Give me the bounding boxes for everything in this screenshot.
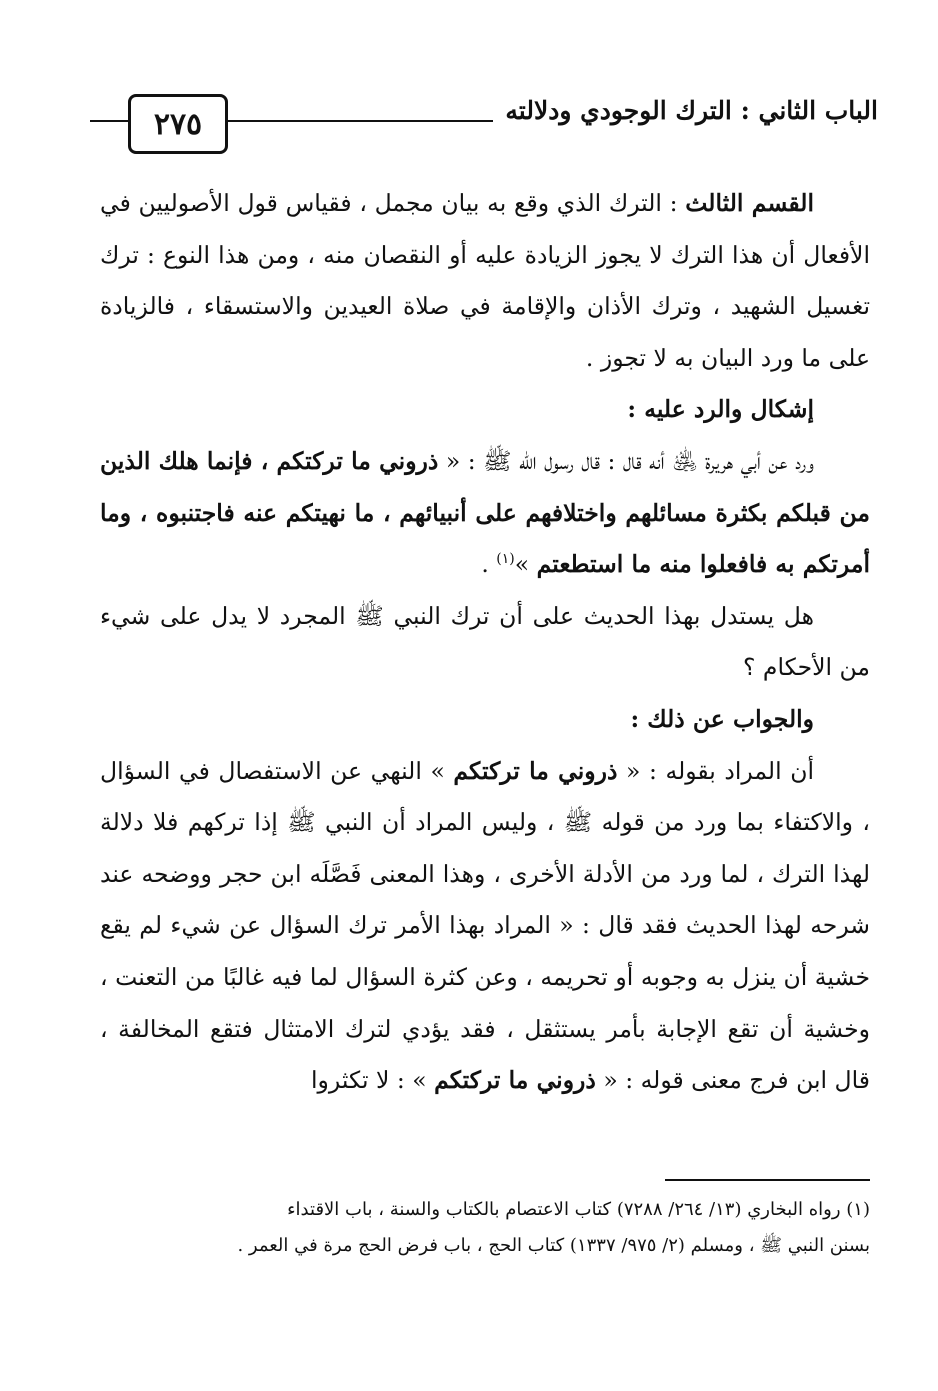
footnote-separator <box>665 1179 870 1181</box>
answer-quote-1: ذروني ما تركتكم <box>453 756 618 785</box>
answer-text-2: » النهي عن الاستفصال في السؤال ، والاكتفاء بما ورد من قوله ﷺ ، وليس المراد أن النبي ﷺ إذا تركهم فلا دلالة لهذا الترك ، لما ورد من الأدلة الأخرى ، وهذا المعنى فَصَّلَه ابن حجر ووضحه عند شرحه لهذا الحديث فقد قال : « المراد بهذا الأمر ترك السؤال عن شيء لم يقع خشية أن ينزل به وجوبه أو تحريمه ، وعن كثرة السؤال لما فيه غالبًا من التعنت ، وخشية أن تقع الإجابة بأمر يستثقل ، فقد يؤدي لترك الامتثال فتقع المخالفة ، قال ابن فرج معنى قوله : « <box>100 756 870 1095</box>
footnote-1-line-1: (١) رواه البخاري (١٣/ ٢٦٤/ ٧٢٨٨) كتاب الاعتصام بالكتاب والسنة ، باب الاقتداء <box>287 1199 870 1220</box>
hadith-text: ذروني ما تركتكم ، فإنما هلك الذين من قبلكم بكثرة مسائلهم واختلافهم على أنبيائهم ، ما نهيتكم عنه فاجتنبوه ، وما أمرتكم به فافعلوا منه ما استطعتم <box>100 446 870 579</box>
running-header <box>90 88 878 158</box>
answer-text-1: أن المراد بقوله : « <box>617 756 814 785</box>
paragraph-answer <box>100 746 870 1107</box>
paragraph-1-text: : الترك الذي وقع به بيان مجمل ، فقياس قول الأصوليين في الأفعال أن هذا الترك لا يجوز الزيادة عليه أو النقصان منه ، ومن هذا النوع : ترك تغسيل الشهيد ، وترك الأذان والإقامة في صلاة العيدين والاستسقاء ، فالزيادة على ما ورد البيان به لا تجوز . <box>100 189 870 372</box>
heading-answer: والجواب عن ذلك : <box>630 704 814 733</box>
chapter-title: الباب الثاني : الترك الوجودي ودلالته <box>493 96 878 125</box>
hadith-close: » <box>514 550 537 579</box>
main-text <box>100 178 870 1107</box>
footnotes <box>100 1192 870 1264</box>
footnote-1-line-2: بسنن النبي ﷺ ، ومسلم (٢/ ٩٧٥/ ١٣٣٧) كتاب الحج ، باب فرض الحج مرة في العمر . <box>237 1235 870 1256</box>
heading-objection: إشكال والرد عليه : <box>627 395 814 424</box>
page-number-box <box>128 94 228 154</box>
footnote-ref[interactable]: (١) <box>496 551 515 568</box>
section-label: القسم الثالث <box>685 189 814 217</box>
hadith-intro: ورد عن أبي هريرة ﵁ أنه قال : قال رسول الله ﷺ : « <box>438 446 814 475</box>
answer-text-3: » : لا تكثروا <box>311 1066 435 1095</box>
answer-quote-2: ذروني ما تركتكم <box>434 1066 596 1095</box>
paragraph-question: هل يستدل بهذا الحديث على أن ترك النبي ﷺ المجرد لا يدل على شيء من الأحكام ؟ <box>100 601 870 682</box>
hadith-end: . <box>481 550 497 579</box>
page-number: ٢٧٥ <box>153 106 203 142</box>
paragraph-hadith <box>100 436 870 591</box>
paragraph-1 <box>100 178 870 384</box>
